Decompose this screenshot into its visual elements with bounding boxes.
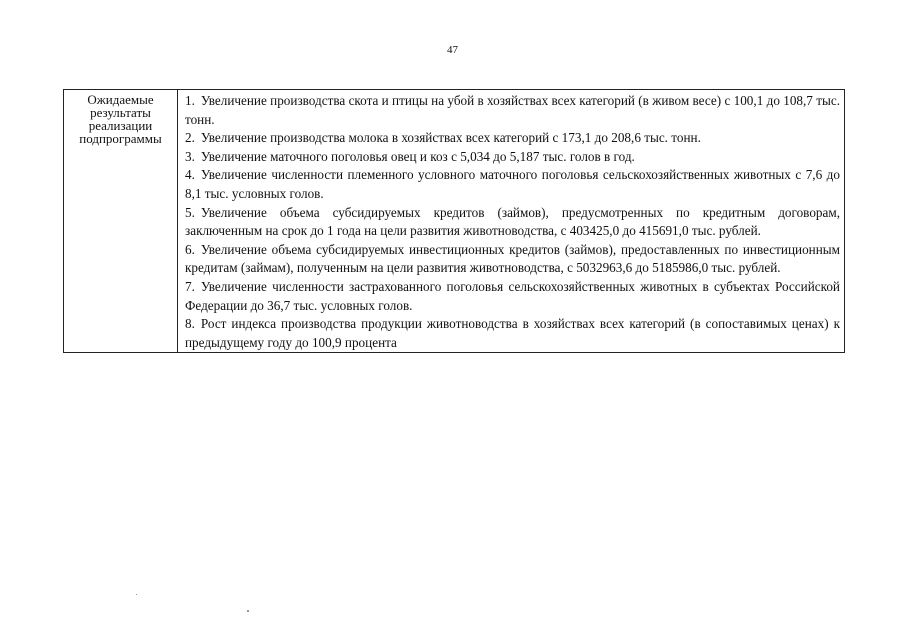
list-item — [185, 315, 840, 352]
item-text: Увеличение численности застрахованного поголовья сельскохозяйственных животных в субъектах Российской Федерации до 36,7 тыс. условных голов. — [185, 278, 840, 313]
item-number: 3. — [185, 148, 195, 164]
results-table — [63, 89, 845, 353]
list-item — [185, 148, 840, 167]
item-number: 1. — [185, 93, 195, 108]
item-number: 6. — [185, 241, 195, 257]
list-item — [185, 92, 840, 129]
list-item — [185, 166, 840, 203]
page-number: 47 — [447, 44, 458, 56]
list-item — [185, 278, 840, 315]
list-item — [185, 129, 840, 148]
item-text: Увеличение объема субсидируемых кредитов (займов), предусмотренных по кредитным договорам, заключенным на срок до 1 года на цели развития животноводства, с 403425,0 до 415691,0 тыс. рублей. — [185, 204, 840, 239]
scan-speck — [136, 594, 137, 595]
results-list — [178, 90, 845, 353]
list-item — [185, 241, 840, 278]
item-text: Увеличение численности племенного условного маточного поголовья сельскохозяйственных животных с 7,6 до 8,1 тыс. условных голов. — [185, 167, 840, 201]
row-label: Ожидаемые результаты реализации подпрограммы — [64, 90, 178, 353]
item-number: 7. — [185, 278, 195, 294]
item-number: 8. — [185, 316, 195, 332]
table-row — [64, 90, 845, 353]
item-number: 2. — [185, 130, 195, 146]
item-text: Увеличение объема субсидируемых инвестиционных кредитов (займов), предоставленных по инвестиционным кредитам (займам), полученным на цели развития животноводства, с 5032963,6 до 5185986,0 тыс. рублей. — [185, 241, 840, 276]
item-text: Увеличение производства скота и птицы на убой в хозяйствах всех категорий (в живом весе) с 100,1 до 108,7 тыс. тонн. — [185, 93, 840, 127]
item-number: 4. — [185, 167, 195, 183]
scan-speck — [247, 610, 249, 612]
item-text: Увеличение маточного поголовья овец и коз с 5,034 до 5,187 тыс. голов в год. — [200, 148, 635, 164]
item-text: Увеличение производства молока в хозяйствах всех категорий с 173,1 до 208,6 тыс. тонн. — [200, 130, 701, 146]
list-item — [185, 204, 840, 241]
item-number: 5. — [185, 204, 195, 220]
item-text: Рост индекса производства продукции животноводства в хозяйствах всех категорий (в сопоставимых ценах) к предыдущему году до 100,9 процента — [185, 316, 840, 350]
